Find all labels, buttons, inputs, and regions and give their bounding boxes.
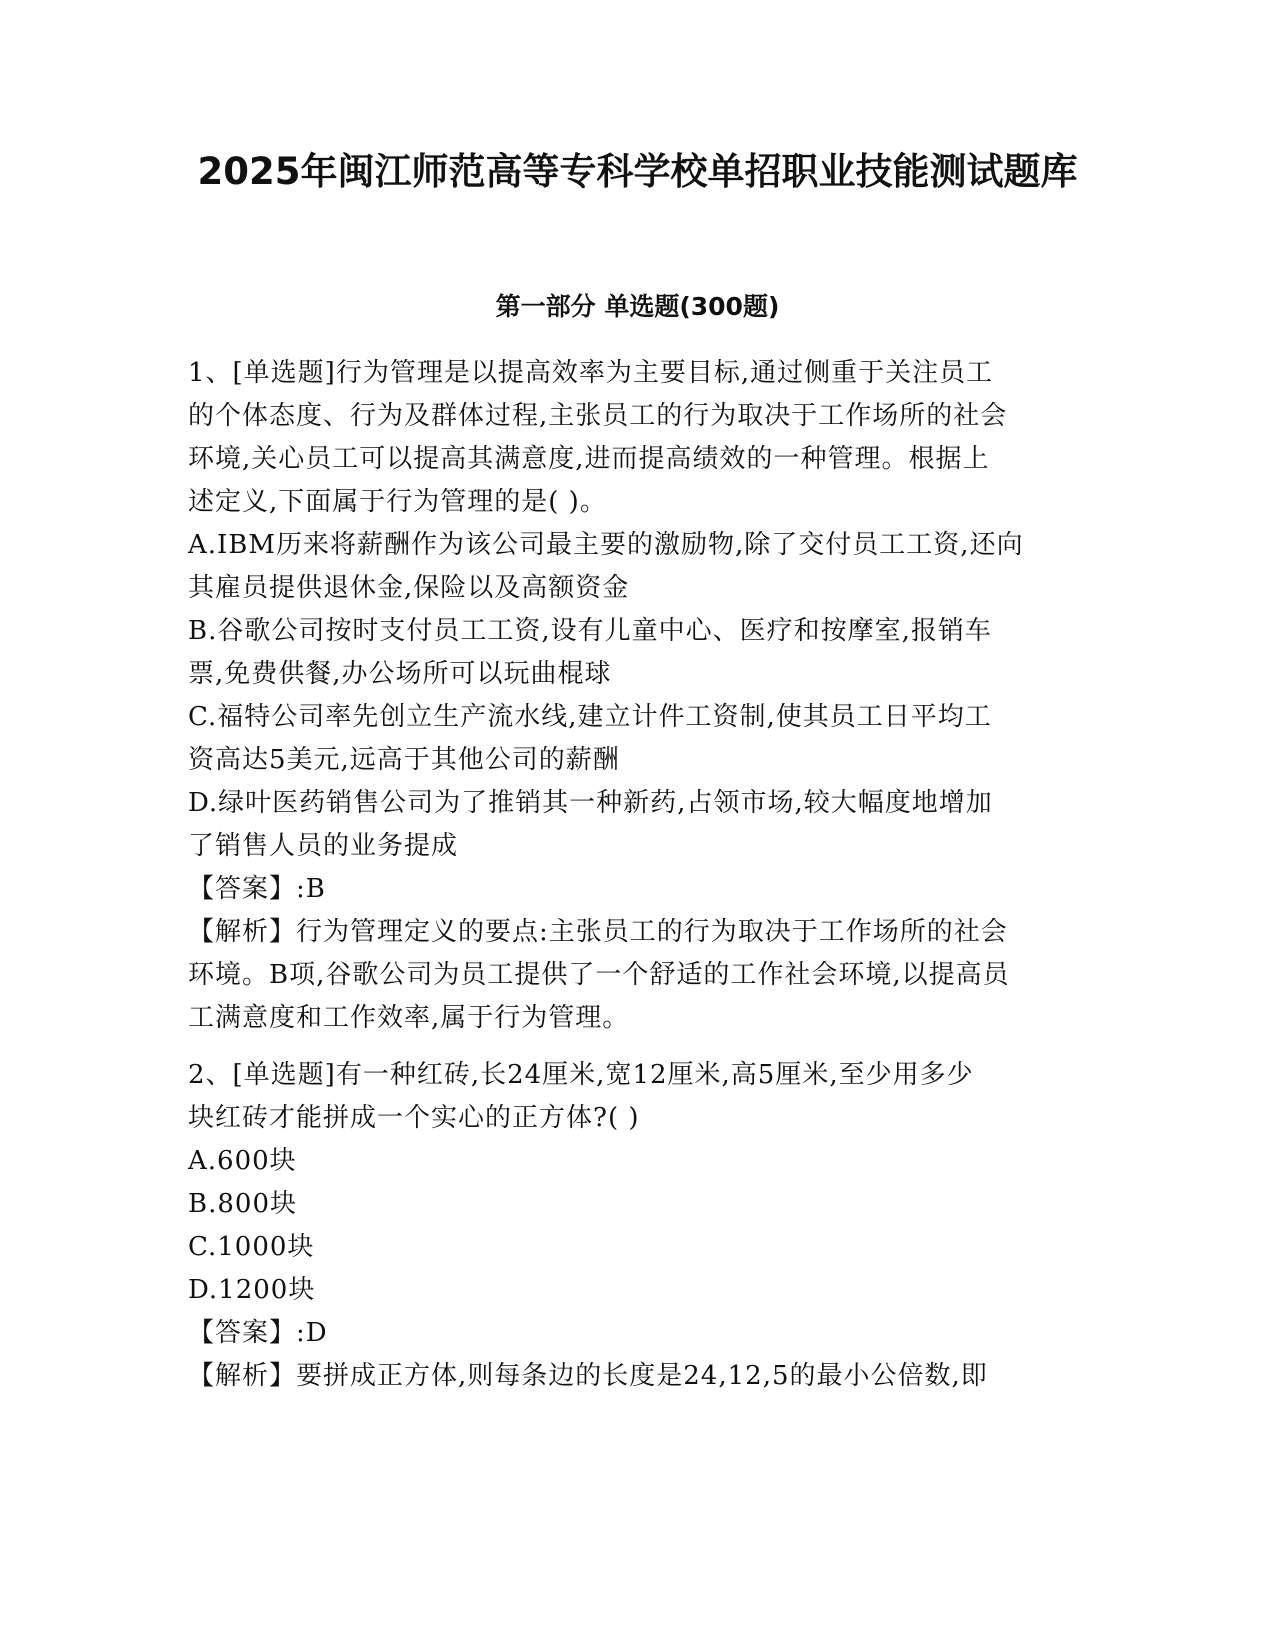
option-line: B.800块 — [188, 1189, 297, 1219]
question-stem-line: 环境,关心员工可以提高其满意度,进而提高绩效的一种管理。根据上 — [188, 444, 990, 474]
option-line: A.600块 — [188, 1146, 297, 1176]
question-list — [188, 352, 1088, 1398]
option-line: D.1200块 — [188, 1275, 316, 1305]
analysis-line: 环境。B项,谷歌公司为员工提供了一个舒适的工作社会环境,以提高员 — [188, 960, 1010, 990]
section-title: 第一部分 单选题(300题) — [495, 292, 780, 321]
question-stem-line: 2、[单选题]有一种红砖,长24厘米,宽12厘米,高5厘米,至少用多少 — [188, 1060, 974, 1090]
question-stem-line: 1、[单选题]行为管理是以提高效率为主要目标,通过侧重于关注员工 — [188, 358, 994, 388]
option-line: B.谷歌公司按时支付员工工资,设有儿童中心、医疗和按摩室,报销车 — [188, 616, 992, 646]
option-line: 资高达5美元,远高于其他公司的薪酬 — [188, 745, 620, 775]
option-line: D.绿叶医药销售公司为了推销其一种新药,占领市场,较大幅度地增加 — [188, 788, 993, 818]
question-item — [188, 352, 1088, 1040]
option-line: 其雇员提供退休金,保险以及高额资金 — [188, 573, 630, 603]
answer-line: 【答案】:D — [188, 1318, 328, 1348]
document-title: 2025年闽江师范高等专科学校单招职业技能测试题库 — [197, 150, 1078, 193]
analysis-line: 工满意度和工作效率,属于行为管理。 — [188, 1003, 630, 1033]
question-item — [188, 1054, 1088, 1398]
option-line: A.IBM历来将薪酬作为该公司最主要的激励物,除了交付员工工资,还向 — [188, 530, 1024, 560]
analysis-line: 【解析】要拼成正方体,则每条边的长度是24,12,5的最小公倍数,即 — [188, 1361, 988, 1391]
question-stem-line: 的个体态度、行为及群体过程,主张员工的行为取决于工作场所的社会 — [188, 401, 1008, 431]
question-stem-line: 述定义,下面属于行为管理的是( )。 — [188, 487, 607, 517]
option-line: 票,免费供餐,办公场所可以玩曲棍球 — [188, 659, 612, 689]
answer-line: 【答案】:B — [188, 874, 326, 904]
option-line: 了销售人员的业务提成 — [188, 831, 459, 861]
option-line: C.1000块 — [188, 1232, 315, 1262]
question-stem-line: 块红砖才能拼成一个实心的正方体?( ) — [188, 1103, 640, 1133]
option-line: C.福特公司率先创立生产流水线,建立计件工资制,使其员工日平均工 — [188, 702, 992, 732]
analysis-line: 【解析】行为管理定义的要点:主张员工的行为取决于工作场所的社会 — [188, 917, 1008, 947]
